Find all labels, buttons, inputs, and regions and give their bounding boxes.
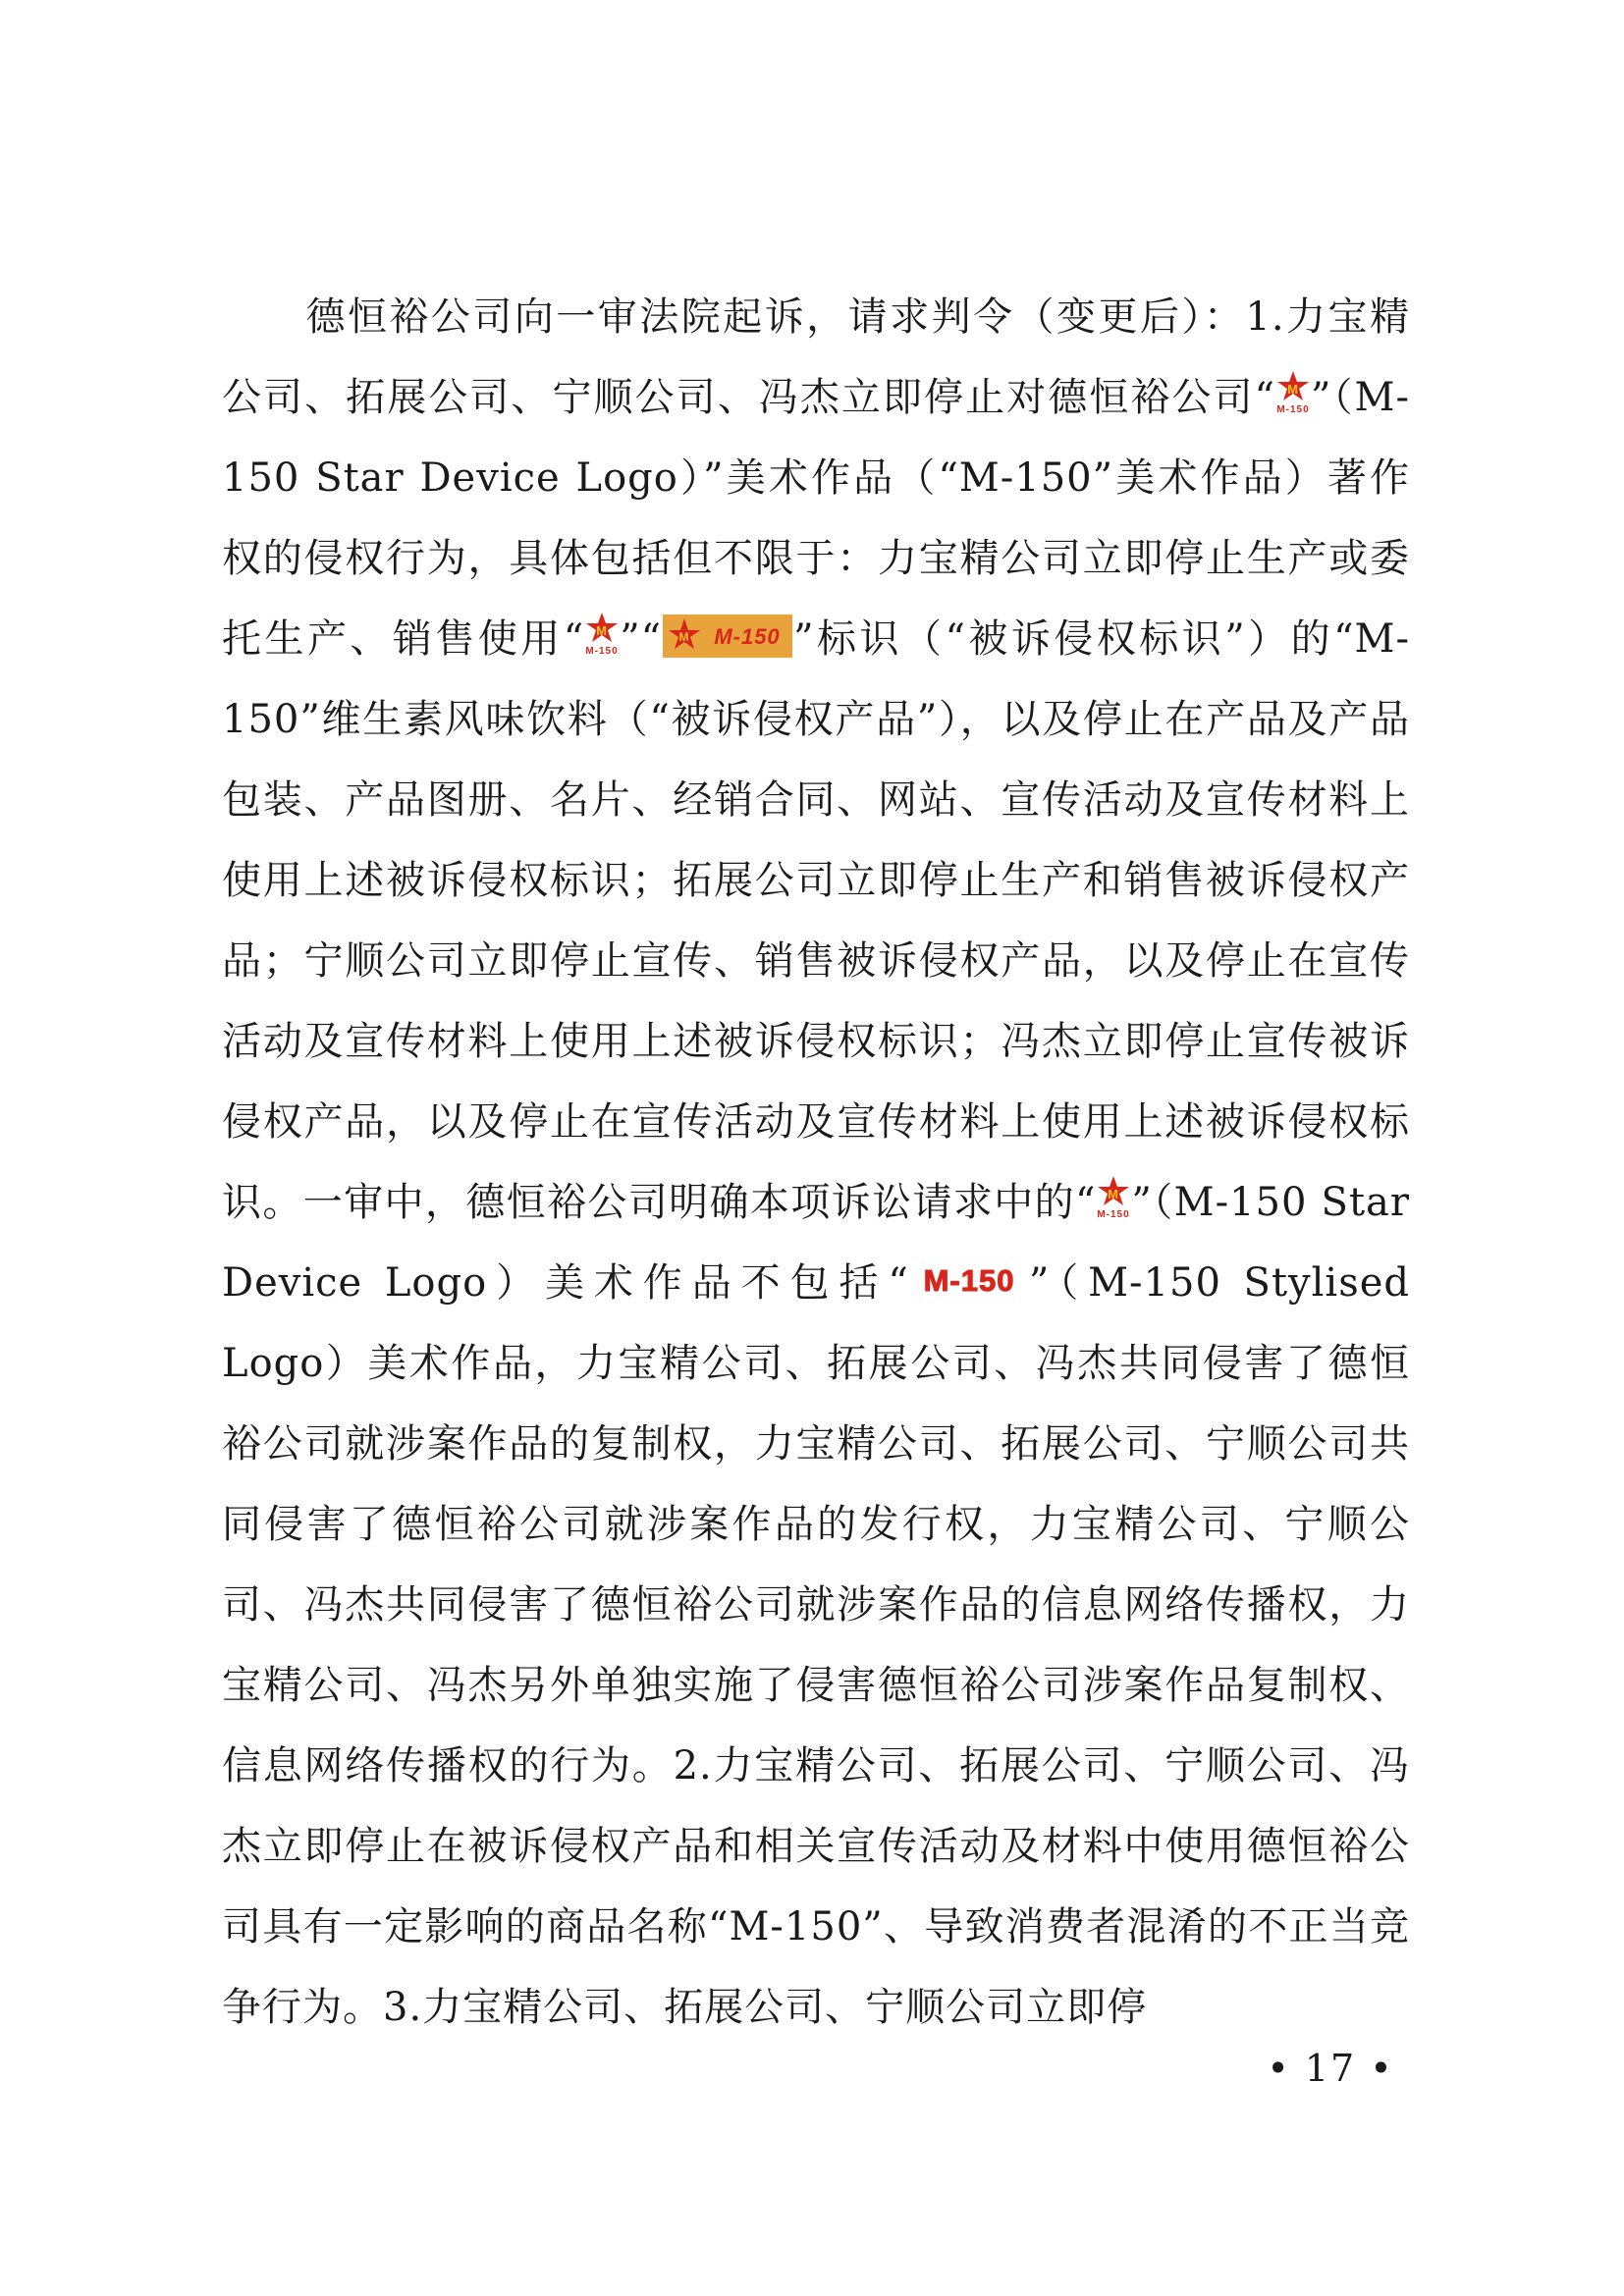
text-segment-3: ”“ — [620, 616, 663, 662]
svg-text:M-150: M-150 — [585, 646, 619, 657]
m150-star-logo-icon — [1276, 371, 1310, 416]
svg-text:M-150: M-150 — [1276, 404, 1310, 415]
text-segment-5: ”（M-150 Star Device Logo）美术作品不包括“ — [222, 1180, 1410, 1306]
svg-text:M-150: M-150 — [1097, 1209, 1131, 1220]
page-number: • 17 • — [1267, 2047, 1394, 2090]
m150-banner-logo-icon — [663, 614, 792, 658]
m150-star-logo-icon-2 — [585, 613, 619, 658]
svg-text:M: M — [1287, 382, 1299, 397]
text-segment-1: 德恒裕公司向一审法院起诉，请求判令（变更后）：1.力宝精公司、拓展公司、宁顺公司、冯杰立即停止对德恒裕公司“ — [222, 294, 1410, 420]
body-paragraph — [222, 277, 1410, 2048]
text-segment-6: ”（M-150 Stylised Logo）美术作品，力宝精公司、拓展公司、冯杰共同侵害了德恒裕公司就涉案作品的复制权，力宝精公司、拓展公司、宁顺公司共同侵害了德恒裕公司就涉案作品的发行权，力宝精公司、宁顺公司、冯杰共同侵害了德恒裕公司就涉案作品的信息网络传播权，力宝精公司、冯杰另外单独实施了侵害德恒裕公司涉案作品复制权、信息网络传播权的行为。2.力宝精公司、拓展公司、宁顺公司、冯杰立即停止在被诉侵权产品和相关宣传活动及材料中使用德恒裕公司具有一定影响的商品名称“M-150”、导致消费者混淆的不正当竞争行为。3.力宝精公司、拓展公司、宁顺公司立即停 — [222, 1260, 1411, 2030]
svg-text:M: M — [596, 623, 609, 638]
m150-star-logo-icon-3 — [1097, 1176, 1130, 1221]
text-segment-2: ”（M-150 Star Device Logo）”美术作品（“M-150”美术作品）著作权的侵权行为，具体包括但不限于：力宝精公司立即停止生产或委托生产、销售使用“ — [222, 375, 1410, 662]
m150-stylised-logo-icon — [911, 1262, 1027, 1298]
svg-text:M-150: M-150 — [923, 1263, 1015, 1298]
text-segment-4: ”标识（“被诉侵权标识”）的“M-150”维生素风味饮料（“被诉侵权产品”），以及停止在产品及产品包装、产品图册、名片、经销合同、网站、宣传活动及宣传材料上使用上述被诉侵权标识；拓展公司立即停止生产和销售被诉侵权产品；宁顺公司立即停止宣传、销售被诉侵权产品，以及停止在宣传活动及宣传材料上使用上述被诉侵权标识；冯杰立即停止宣传被诉侵权产品，以及停止在宣传活动及宣传材料上使用上述被诉侵权标识。一审中，德恒裕公司明确本项诉讼请求中的“ — [222, 616, 1410, 1225]
svg-text:M: M — [678, 630, 690, 644]
svg-text:M-150: M-150 — [714, 624, 781, 649]
svg-text:M: M — [1108, 1187, 1120, 1201]
